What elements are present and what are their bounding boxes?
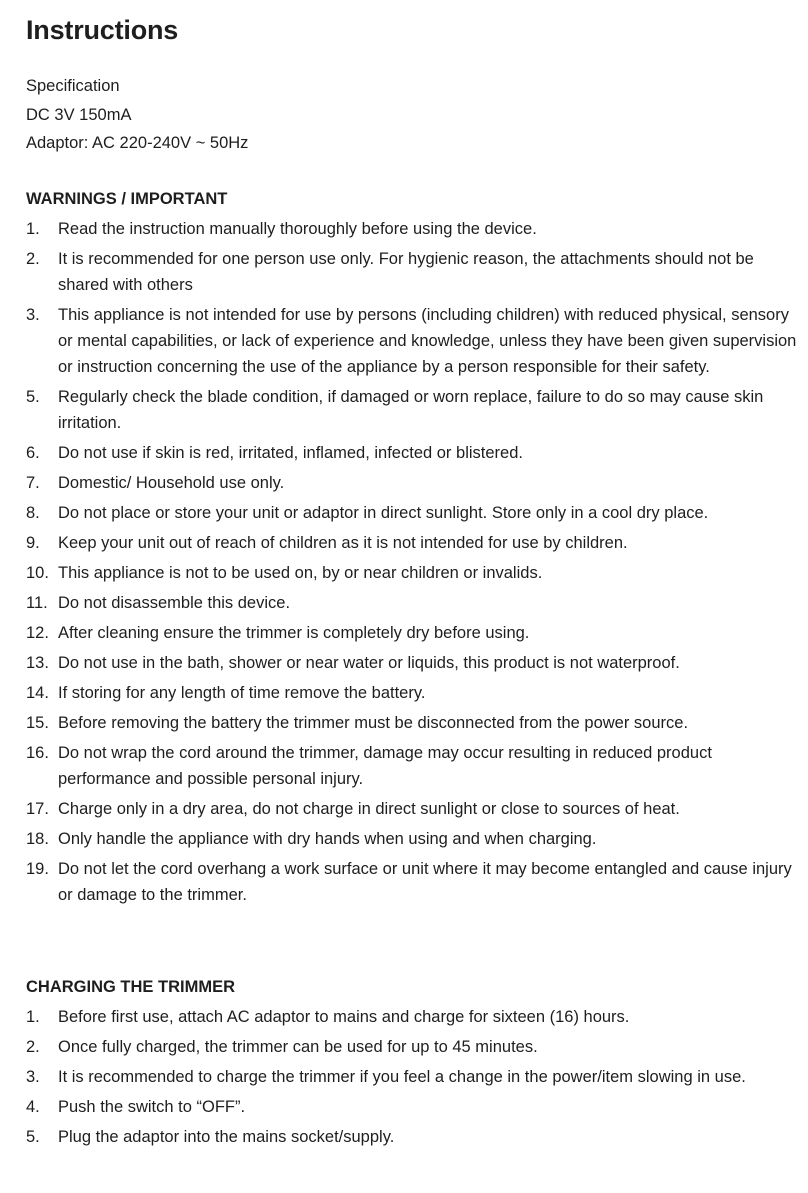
list-item-number: 9. [26, 534, 40, 552]
list-item [26, 470, 798, 496]
list-item [26, 1094, 798, 1120]
list-item-number: 2. [26, 250, 40, 268]
list-item-text: It is recommended for one person use only. For hygienic reason, the attachments should not be shared with others [58, 250, 754, 294]
list-item-number: 1. [26, 220, 40, 238]
specification-line-power: DC 3V 150mA [26, 105, 132, 124]
warnings-section [26, 186, 798, 912]
list-item-text: This appliance is not intended for use by persons (including children) with reduced physical, sensory or mental capabilities, or lack of experience and knowledge, unless they have been given supervision or instruction concerning the use of the appliance by a person responsible for their safety. [58, 306, 797, 376]
list-item-text: Do not place or store your unit or adaptor in direct sunlight. Store only in a cool dry place. [58, 504, 709, 522]
list-item-text: It is recommended to charge the trimmer if you feel a change in the power/item slowing in use. [58, 1068, 746, 1086]
list-item-text: Domestic/ Household use only. [58, 474, 285, 492]
list-item [26, 1034, 798, 1060]
list-item-number: 16. [26, 744, 49, 762]
list-item [26, 302, 798, 380]
list-item [26, 710, 798, 736]
list-item [26, 216, 798, 242]
charging-list [26, 1004, 798, 1150]
list-item [26, 384, 798, 436]
list-item-text: This appliance is not to be used on, by or near children or invalids. [58, 564, 543, 582]
charging-heading: CHARGING THE TRIMMER [26, 978, 235, 996]
list-item-number: 12. [26, 624, 49, 642]
specification-line-adaptor: Adaptor: AC 220-240V ~ 50Hz [26, 134, 249, 152]
list-item [26, 560, 798, 586]
list-item-text: Before first use, attach AC adaptor to mains and charge for sixteen (16) hours. [58, 1008, 630, 1026]
list-item-number: 4. [26, 1098, 40, 1116]
list-item [26, 246, 798, 298]
list-item-number: 19. [26, 860, 49, 878]
list-item [26, 826, 798, 852]
list-item-text: Do not disassemble this device. [58, 594, 291, 612]
list-item-text: Regularly check the blade condition, if damaged or worn replace, failure to do so may cause skin irritation. [58, 388, 764, 432]
list-item-number: 2. [26, 1038, 40, 1056]
specification-block [26, 72, 248, 158]
list-item-text: Do not wrap the cord around the trimmer, damage may occur resulting in reduced product performance and possible personal injury. [58, 744, 712, 788]
list-item-number: 5. [26, 388, 40, 406]
list-item-number: 13. [26, 654, 49, 672]
list-item [26, 530, 798, 556]
list-item-text: Once fully charged, the trimmer can be used for up to 45 minutes. [58, 1038, 538, 1056]
list-item-number: 3. [26, 1068, 40, 1086]
list-item-number: 8. [26, 504, 40, 522]
list-item [26, 856, 798, 908]
list-item-number: 7. [26, 474, 40, 492]
list-item [26, 440, 798, 466]
list-item [26, 1124, 798, 1150]
list-item-text: Read the instruction manually thoroughly before using the device. [58, 220, 537, 238]
list-item-number: 5. [26, 1128, 40, 1146]
list-item-number: 14. [26, 684, 49, 702]
page-title: Instructions [26, 15, 179, 45]
warnings-list [26, 216, 798, 908]
specification-heading: Specification [26, 77, 120, 95]
list-item [26, 1004, 798, 1030]
list-item [26, 680, 798, 706]
list-item-text: Plug the adaptor into the mains socket/supply. [58, 1128, 395, 1146]
warnings-heading: WARNINGS / IMPORTANT [26, 190, 228, 208]
charging-section [26, 974, 798, 1154]
list-item-text: Push the switch to “OFF”. [58, 1098, 246, 1116]
list-item-number: 3. [26, 306, 40, 324]
list-item-text: If storing for any length of time remove the battery. [58, 684, 426, 702]
list-item [26, 740, 798, 792]
list-item-number: 10. [26, 564, 49, 582]
list-item-number: 6. [26, 444, 40, 462]
list-item [26, 500, 798, 526]
list-item-text: Do not let the cord overhang a work surface or unit where it may become entangled and cause injury or damage to the trimmer. [58, 860, 792, 904]
list-item [26, 1064, 798, 1090]
list-item [26, 620, 798, 646]
list-item-text: Before removing the battery the trimmer must be disconnected from the power source. [58, 714, 689, 732]
list-item-number: 11. [26, 594, 48, 612]
list-item [26, 590, 798, 616]
list-item-number: 15. [26, 714, 49, 732]
list-item-text: Keep your unit out of reach of children as it is not intended for use by children. [58, 534, 628, 552]
list-item-text: After cleaning ensure the trimmer is completely dry before using. [58, 624, 530, 642]
list-item-number: 18. [26, 830, 49, 848]
list-item [26, 796, 798, 822]
list-item-text: Charge only in a dry area, do not charge in direct sunlight or close to sources of heat. [58, 800, 680, 818]
list-item-text: Only handle the appliance with dry hands when using and when charging. [58, 830, 597, 848]
list-item-text: Do not use if skin is red, irritated, inflamed, infected or blistered. [58, 444, 523, 462]
list-item-number: 17. [26, 800, 49, 818]
list-item-number: 1. [26, 1008, 40, 1026]
list-item [26, 650, 798, 676]
list-item-text: Do not use in the bath, shower or near water or liquids, this product is not waterproof. [58, 654, 680, 672]
